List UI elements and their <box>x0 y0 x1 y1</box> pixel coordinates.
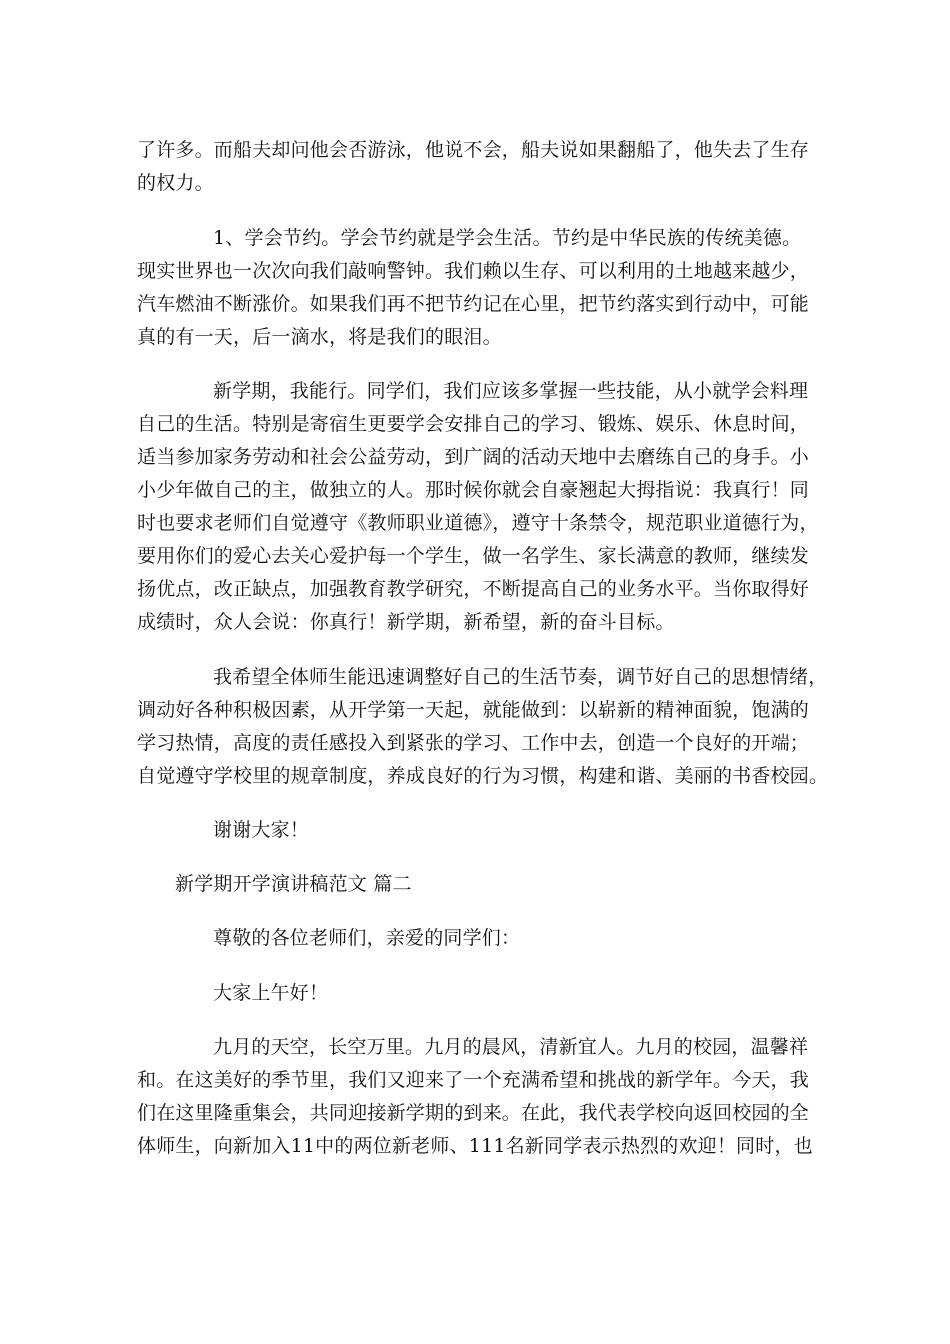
text-line: 体师生，向新加入11中的两位新老师、111名新同学表示热烈的欢迎！同时，也 <box>137 1135 813 1157</box>
text-line: 尊敬的各位老师们，亲爱的同学们： <box>213 927 521 949</box>
text-line: 了许多。而船夫却问他会否游泳，他说不会，船夫说如果翻船了，他失去了生存 <box>137 139 810 161</box>
text-line: 谢谢大家！ <box>213 819 310 841</box>
text-line: 汽车燃油不断涨价。如果我们再不把节约记在心里，把节约落实到行动中，可能 <box>137 293 810 315</box>
text-line: 适当参加家务劳动和社会公益劳动，到广阔的活动天地中去磨练自己的身手。小 <box>137 446 810 468</box>
text-line: 成绩时，众人会说：你真行！新学期，新希望，新的奋斗目标。 <box>137 611 675 633</box>
text-line: 调动好各种积极因素，从开学第一天起，就能做到：以崭新的精神面貌，饱满的 <box>137 699 810 721</box>
text-line: 时也要求老师们自觉遵守《教师职业道德》，遵守十条禁令，规范职业道德行为， <box>137 512 819 534</box>
text-line: 九月的天空，长空万里。九月的晨风，清新宜人。九月的校园，温馨祥 <box>213 1036 809 1058</box>
text-line: 现实世界也一次次向我们敲响警钟。我们赖以生存、可以利用的土地越来越少， <box>137 260 810 282</box>
text-line: 扬优点，改正缺点，加强教育教学研究，不断提高自己的业务水平。当你取得好 <box>137 578 810 600</box>
text-line: 我希望全体师生能迅速调整好自己的生活节奏，调节好自己的思想情绪， <box>213 666 828 688</box>
text-line: 1、学会节约。学会节约就是学会生活。节约是中华民族的传统美德。 <box>213 227 802 249</box>
text-line: 自觉遵守学校里的规章制度，养成良好的行为习惯，构建和谐、美丽的书香校园。 <box>137 765 829 787</box>
text-line: 大家上午好！ <box>213 982 329 1004</box>
text-line: 们在这里隆重集会，共同迎接新学期的到来。在此，我代表学校向返回校园的全 <box>137 1102 810 1124</box>
text-line: 新学期，我能行。同学们，我们应该多掌握一些技能，从小就学会料理 <box>213 380 809 402</box>
text-line: 要用你们的爱心去关心爱护每一个学生，做一名学生、家长满意的教师，继续发 <box>137 545 810 567</box>
text-line: 小少年做自己的主，做独立的人。那时候你就会自豪翘起大拇指说：我真行！同 <box>137 479 810 501</box>
text-line: 学习热情，高度的责任感投入到紧张的学习、工作中去，创造一个良好的开端； <box>137 732 810 754</box>
text-line: 的权力。 <box>137 172 214 194</box>
section-heading: 新学期开学演讲稿范文 篇二 <box>175 873 412 895</box>
text-line: 真的有一天，后一滴水，将是我们的眼泪。 <box>137 326 502 348</box>
text-line: 和。在这美好的季节里，我们又迎来了一个充满希望和挑战的新学年。今天，我 <box>137 1069 810 1091</box>
text-line: 自己的生活。特别是寄宿生更要学会安排自己的学习、锻炼、娱乐、休息时间， <box>137 413 810 435</box>
